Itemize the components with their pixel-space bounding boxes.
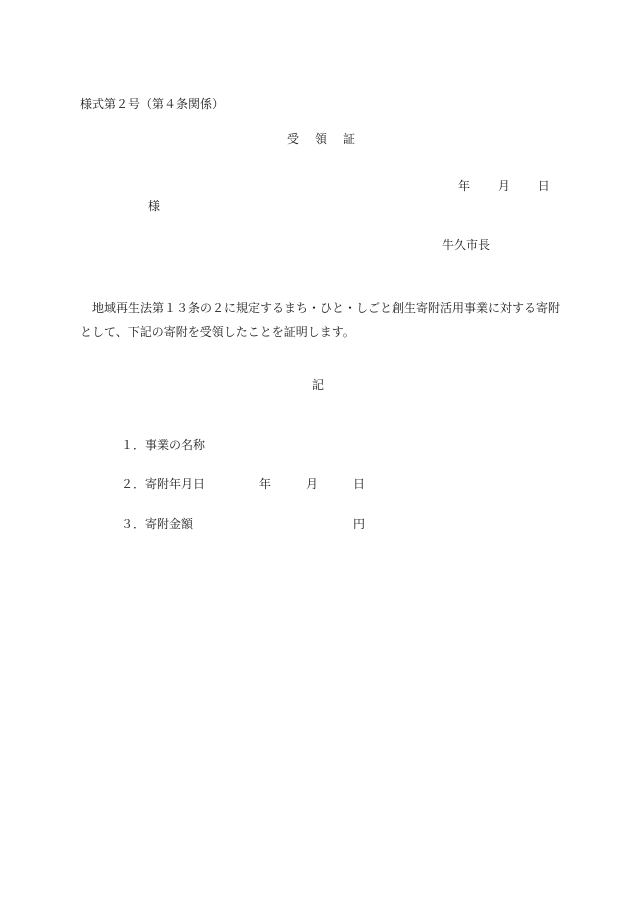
donation-amount-yen: 円 <box>353 517 366 531</box>
issuer-name: 牛久市長 <box>442 238 491 252</box>
ki-heading: 記 <box>312 378 325 392</box>
issue-date-month: 月 <box>497 179 510 193</box>
issue-date-day: 日 <box>537 179 550 193</box>
document-title: 受 領 証 <box>287 132 358 146</box>
item-donation-amount: ３．寄附金額 <box>121 517 194 531</box>
donation-date-year: 年 <box>259 477 272 491</box>
certification-statement: 地域再生法第１３条の２に規定するまち・ひと・しごと創生寄附活用事業に対する寄附として、下記の寄附を受領したことを証明します。 <box>80 301 561 339</box>
item-project-name: １．事業の名称 <box>121 438 206 452</box>
form-number: 様式第２号（第４条関係） <box>80 97 225 111</box>
item-donation-date: ２．寄附年月日 <box>121 477 206 491</box>
donation-date-month: 月 <box>306 477 319 491</box>
issue-date-year: 年 <box>458 179 471 193</box>
issue-date-line <box>458 180 550 192</box>
donation-date-day: 日 <box>353 477 366 491</box>
recipient-honorific: 様 <box>148 199 161 213</box>
